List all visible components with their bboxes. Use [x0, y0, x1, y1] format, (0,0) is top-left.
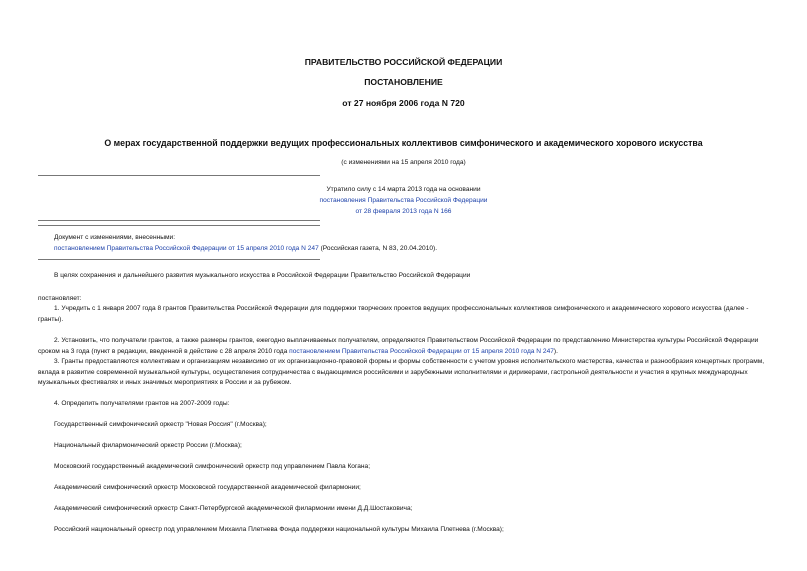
- paragraph-3: 3. Гранты предоставляются коллективам и организациям независимо от их организационно-правовой формы и формы собственности с учетом уровня исполнительского мастерства, качества и разнообразия концертных программ, вклада в развитие современной музыкальной культуры, осуществления сотрудничества с выдающимися российскими и зарубежными исполнителями и дирижерами, гастрольной деятельности и участия в крупных международных музыкальных фестивалях и иных значимых мероприятиях в России и за рубежом.: [38, 358, 765, 387]
- document-title: О мерах государственной поддержки ведущих профессиональных коллективов симфонического и академического хорового искусства: [104, 138, 703, 148]
- divider: [38, 259, 320, 260]
- preamble: В целях сохранения и дальнейшего развития музыкального искусства в Российской Федерации Правительство Российской Федерации: [54, 272, 471, 279]
- amendment-note: (с изменениями на 15 апреля 2010 года): [341, 159, 466, 166]
- paragraph-2-text: 2. Установить, что получатели грантов, а также размеры грантов, ежегодно выплачиваемых получателям, определяются Правительством Российской Федерации по представлению Министерства культуры Российской Федерации сроком на 3 года (пункт в редакции, введенной в действие с 28 апреля 2010 года: [38, 337, 759, 355]
- changes-decree-link[interactable]: постановлением Правительства Российской Федерации от 15 апреля 2010 года N 247: [54, 245, 319, 252]
- decree-word: постановляет:: [38, 295, 82, 302]
- list-item: Академический симфонический оркестр Санкт-Петербургской академической филармонии имени Д.Д.Шостаковича;: [54, 505, 413, 512]
- changes-label: Документ с изменениями, внесенными:: [54, 234, 176, 241]
- status-text: Утратило силу с 14 марта 2013 года на основании: [326, 186, 481, 193]
- changes-source: (Российская газета, N 83, 20.04.2010).: [318, 245, 438, 252]
- government-heading: ПРАВИТЕЛЬСТВО РОССИЙСКОЙ ФЕДЕРАЦИИ: [304, 57, 503, 67]
- divider: [38, 175, 320, 176]
- changes-line: [54, 245, 437, 252]
- list-item: Государственный симфонический оркестр "Новая Россия" (г.Москва);: [54, 421, 267, 428]
- list-item: Академический симфонический оркестр Московской государственной академической филармонии;: [54, 484, 361, 491]
- paragraph-2-end: ).: [553, 347, 558, 355]
- date-number-heading: от 27 ноября 2006 года N 720: [342, 98, 465, 108]
- paragraph-4: 4. Определить получателями грантов на 2007-2009 годы:: [54, 400, 230, 407]
- list-item: Московский государственный академический симфонический оркестр под управлением Павла Когана;: [54, 463, 371, 470]
- paragraph-1: 1. Учредить с 1 января 2007 года 8 грантов Правительства Российской Федерации для поддержки творческих проектов ведущих профессиональных коллективов симфонического и академического хорового искусства (далее - гранты).: [38, 305, 749, 323]
- list-item: Российский национальный оркестр под управлением Михаила Плетнева Фонда поддержки национальной культуры Михаила Плетнева (г.Москва);: [54, 526, 504, 533]
- divider: [38, 220, 320, 221]
- paragraph-2-decree-link[interactable]: постановлением Правительства Российской Федерации от 15 апреля 2010 года N 247: [289, 347, 554, 355]
- repeal-decree-link[interactable]: постановления Правительства Российской Федерации: [319, 197, 488, 204]
- doc-type-heading: ПОСТАНОВЛЕНИЕ: [364, 77, 443, 87]
- list-item: Национальный филармонический оркестр России (г.Москва);: [54, 442, 242, 449]
- divider: [38, 225, 320, 226]
- paragraph-2: [38, 336, 768, 357]
- repeal-decree-date-link[interactable]: от 28 февраля 2013 года N 166: [355, 208, 452, 215]
